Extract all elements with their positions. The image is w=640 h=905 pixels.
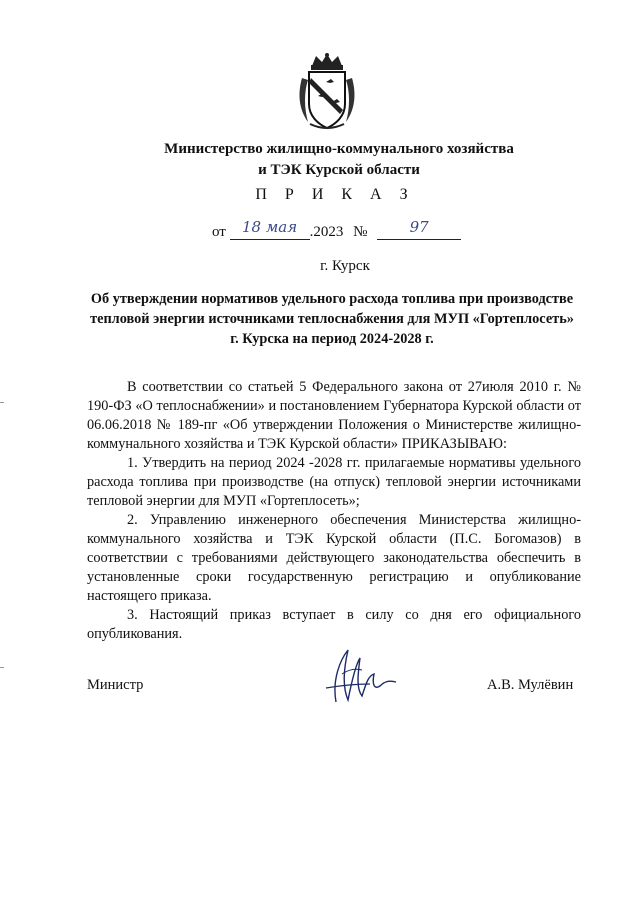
city-line: г. Курск	[320, 258, 370, 274]
order-body	[87, 378, 581, 644]
signatory-position: Министр	[87, 677, 144, 693]
scan-mark	[0, 402, 4, 403]
number-sign: №	[353, 224, 368, 240]
coat-of-arms-icon	[296, 52, 358, 132]
date-year: .2023	[309, 224, 344, 240]
ministry-title	[0, 139, 640, 181]
ministry-line-1: Министерство жилищно-коммунального хозяйства	[164, 141, 514, 157]
paragraph-preamble: В соответствии со статьей 5 Федерального закона от 27июля 2010 г. № 190-ФЗ «О теплоснабжении» и постановлением Губернатора Курской области от 06.06.2018 № 189-пг «Об утверждении Положения о Министерстве жилищно-коммунального хозяйства и ТЭК Курской области» ПРИКАЗЫВАЮ:	[87, 379, 581, 452]
handwritten-number: 97	[409, 218, 429, 236]
ministry-line-2: и ТЭК Курской области	[258, 162, 420, 178]
number-field	[377, 218, 461, 240]
paragraph-item-1: 1. Утвердить на период 2024 -2028 гг. прилагаемые нормативы удельного расхода топлива при производстве (на отпуск) тепловой энергии источниками тепловой энергии для МУП «Гортеплосеть»;	[87, 455, 581, 509]
order-subject: Об утверждении нормативов удельного расхода топлива при производстве тепловой энергии источниками теплоснабжения для МУП «Гортеплосеть» г. Курска на период 2024-2028 г.	[90, 291, 574, 347]
doc-type-heading: П Р И К А З	[255, 186, 415, 203]
scan-mark	[0, 667, 4, 668]
paragraph-item-3: 3. Настоящий приказ вступает в силу со дня его официального опубликования.	[87, 607, 581, 642]
paragraph-item-2: 2. Управлению инженерного обеспечения Министерства жилищно-коммунального хозяйства и ТЭК Курской области (П.С. Богомазов) в соответствии с требованиями действующего законодательства обеспечить в установленные сроки государственную регистрацию и опубликование настоящего приказа.	[87, 512, 581, 604]
date-number-line	[212, 218, 461, 241]
date-prefix: от	[212, 224, 226, 240]
date-field	[230, 218, 310, 240]
handwritten-date: 18 мая	[242, 218, 298, 236]
signature-icon	[318, 640, 408, 710]
signatory-name: А.В. Мулёвин	[487, 677, 574, 693]
